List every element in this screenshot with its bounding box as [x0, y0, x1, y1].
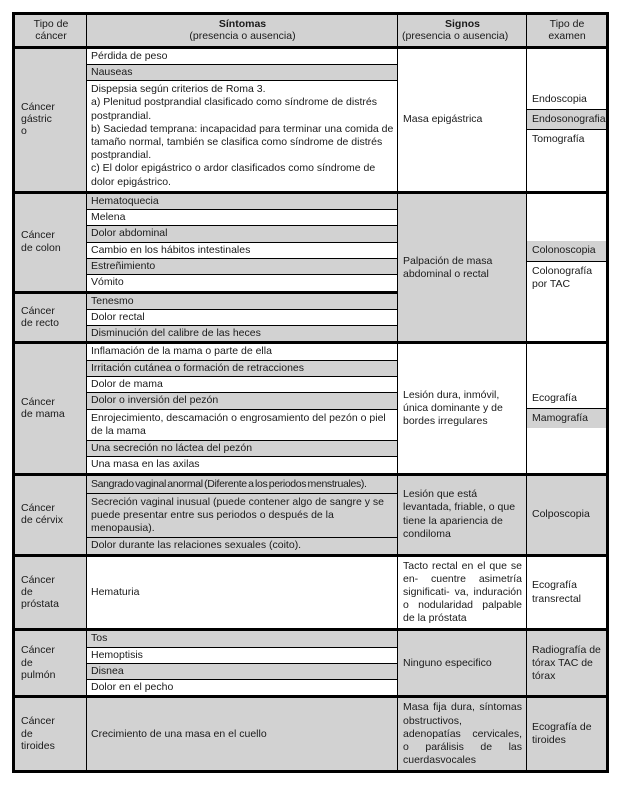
symptom-text: Una masa en las axilas: [91, 458, 200, 471]
cancer-type-cell: [14, 555, 87, 630]
exam-type-cell: [527, 90, 606, 110]
cancer-signs-symptoms-table: [12, 12, 609, 773]
header-signos: [398, 14, 527, 48]
cancer-type-cell: [14, 292, 87, 343]
symptom-text: Disnea: [91, 664, 124, 677]
signs-text: Masa fija dura, síntomas obstructivos, adenopatías cervicales, o parálisis de las cuerdasvocales: [403, 701, 522, 766]
symptom-cell: [87, 393, 398, 409]
exam-type-text: Tomografía: [532, 133, 585, 146]
cancer-type-label: Cáncer de cérvix: [21, 501, 64, 527]
header-tipo-cancer: [14, 14, 87, 48]
signs-cell: [398, 192, 527, 343]
exam-type-text: Ecografía transrectal: [532, 579, 582, 605]
signs-text: Ninguno especifico: [403, 656, 492, 669]
exam-type-stack: [527, 241, 606, 293]
signs-text: Lesión dura, inmóvil, única dominante y de bordes irregulares: [403, 388, 503, 428]
signs-cell: [398, 555, 527, 630]
symptom-cell: [87, 697, 398, 772]
signs-cell: [398, 630, 527, 697]
signs-text: Tacto rectal en el que se en- cuentre asimetría significati- va, induración o nodularidad palpable de la próstata: [403, 559, 522, 625]
symptom-cell: [87, 647, 398, 663]
symptom-cell: [87, 440, 398, 456]
symptom-text: Vómito: [91, 276, 124, 289]
exam-type-row: [527, 130, 606, 150]
header-sintomas-title: Síntomas: [218, 18, 267, 30]
exam-type-text: Endosonografia: [532, 113, 606, 126]
symptom-cell: [87, 680, 398, 697]
cancer-type-label: Cáncer gástric o: [21, 100, 55, 138]
exam-type-row: [527, 408, 606, 428]
symptom-text: Crecimiento de una masa en el cuello: [91, 727, 267, 740]
cancer-type-label: Cáncer de mama: [21, 395, 65, 420]
header-sintomas-subtitle: (presencia o ausencia): [189, 30, 296, 43]
symptom-cell: [87, 192, 398, 209]
table-row: [14, 630, 608, 647]
symptom-text: Sangrado vaginal anormal (Diferente a los periodos menstruales).: [91, 477, 367, 490]
symptom-text: Dolor o inversión del pezón: [91, 394, 219, 407]
symptom-cell: [87, 343, 398, 360]
exam-type-cell: [527, 474, 608, 555]
cancer-type-label: Cáncer de próstata: [21, 573, 59, 611]
exam-type-cell: [527, 130, 606, 150]
signs-cell: [398, 343, 527, 474]
symptom-text: Dolor de mama: [91, 377, 163, 390]
exam-type-cell-group: [527, 47, 608, 192]
symptom-cell: [87, 64, 398, 80]
exam-type-cell: [527, 389, 606, 409]
signs-text: Lesión que está levantada, friable, o que tiene la apariencia de condiloma: [403, 488, 516, 540]
exam-type-cell: [527, 261, 606, 294]
cancer-type-cell: [14, 192, 87, 292]
exam-type-cell-group: [527, 343, 608, 474]
symptom-text: Cambio en los hábitos intestinales: [91, 243, 251, 256]
exam-type-cell: [527, 110, 606, 130]
header-tipo-cancer-label: Tipo de cáncer: [33, 18, 69, 43]
exam-type-text: Endoscopia: [532, 93, 587, 106]
symptom-text: Hematoquecia: [91, 194, 159, 207]
symptom-cell: [87, 409, 398, 440]
symptom-text: Hemoptisis: [91, 648, 143, 661]
exam-type-row: [527, 241, 606, 261]
symptom-cell: [87, 210, 398, 226]
exam-type-stack: [527, 389, 606, 428]
symptom-text: Disminución del calibre de las heces: [91, 327, 261, 340]
exam-type-row: [527, 110, 606, 130]
exam-type-text: Mamografía: [532, 411, 589, 424]
signs-text: Palpación de masa abdominal o rectal: [403, 254, 493, 280]
header-sintomas: [87, 14, 398, 48]
cancer-type-cell: [14, 47, 87, 192]
signs-cell: [398, 474, 527, 555]
cancer-type-cell: [14, 697, 87, 772]
exam-type-cell: [527, 408, 606, 428]
symptom-cell: [87, 259, 398, 275]
symptom-cell: [87, 309, 398, 325]
symptom-text: Inflamación de la mama o parte de ella: [91, 345, 272, 358]
symptom-text: Dolor durante las relaciones sexuales (coito).: [91, 539, 302, 552]
symptom-cell: [87, 493, 398, 538]
symptom-cell: [87, 376, 398, 392]
exam-type-cell: [527, 630, 608, 697]
symptom-text: Dolor en el pecho: [91, 681, 174, 694]
symptom-cell: [87, 242, 398, 258]
table-row: [14, 474, 608, 493]
cancer-type-cell: [14, 474, 87, 555]
symptom-cell: [87, 81, 398, 193]
signs-cell: [398, 697, 527, 772]
exam-type-text: Colonografía por TAC: [532, 264, 593, 290]
symptom-cell: [87, 538, 398, 555]
exam-type-cell: [527, 241, 606, 261]
exam-type-text: Radiografía de tórax TAC de tórax: [532, 643, 601, 682]
exam-type-cell: [527, 555, 608, 630]
symptom-cell: [87, 630, 398, 647]
symptom-text: Nauseas: [91, 65, 133, 78]
symptom-text: Melena: [91, 211, 126, 224]
exam-type-row: [527, 90, 606, 110]
symptom-cell: [87, 275, 398, 292]
table-row: [14, 192, 608, 209]
exam-type-stack: [527, 90, 606, 149]
symptom-cell: [87, 474, 398, 493]
cancer-type-label: Cáncer de recto: [21, 304, 59, 329]
signs-text: Masa epigástrica: [403, 113, 483, 126]
symptom-cell: [87, 555, 398, 630]
header-row: [14, 14, 608, 48]
symptom-cell: [87, 663, 398, 679]
symptom-cell: [87, 292, 398, 309]
symptom-text: Hematuria: [91, 585, 140, 598]
symptom-cell: [87, 47, 398, 64]
cancer-type-label: Cáncer de pulmón: [21, 644, 56, 682]
table-header: [14, 14, 608, 48]
exam-type-row: [527, 389, 606, 409]
symptom-text: Secreción vaginal inusual (puede contener algo de sangre y se puede presentar entre sus periodos o después de la menopausia).: [91, 495, 385, 535]
exam-type-text: Colposcopia: [532, 508, 590, 521]
header-tipo-examen-label: Tipo de examen: [548, 18, 586, 43]
cancer-type-label: Cáncer de tiroides: [21, 715, 55, 752]
table-row: [14, 697, 608, 772]
table-row: [14, 555, 608, 630]
symptom-text: Dolor rectal: [91, 310, 145, 323]
symptom-text: Enrojecimiento, descamación o engrosamiento del pezón o piel de la mama: [91, 411, 386, 437]
exam-type-row: [527, 261, 606, 294]
symptom-cell: [87, 226, 398, 242]
symptom-text: Tos: [91, 632, 108, 645]
symptom-text: Irritación cutánea o formación de retracciones: [91, 361, 305, 374]
symptom-cell: [87, 360, 398, 376]
signs-cell: [398, 47, 527, 192]
cancer-type-cell: [14, 630, 87, 697]
symptom-text: Una secreción no láctea del pezón: [91, 441, 253, 454]
exam-type-cell: [527, 697, 608, 772]
symptom-text: Dispepsia según criterios de Roma 3. a) Plenitud postprandial clasificado como síndrome de distrés postprandial. b) Saciedad temprana: incapacidad para terminar una comida de tamaño normal, también se clasifica como síndrome de distrés postprandial. c) El dolor epigástrico o ardor clasificados como síndrome de dolor epigástrico.: [91, 83, 394, 188]
exam-type-text: Ecografía: [532, 391, 577, 404]
table-row: [14, 343, 608, 360]
header-tipo-examen: [527, 14, 608, 48]
symptom-text: Estreñimiento: [91, 260, 156, 272]
exam-type-cell-group: [527, 192, 608, 343]
symptom-text: Pérdida de peso: [91, 49, 168, 62]
symptom-text: Tenesmo: [91, 294, 134, 307]
table-body: [14, 47, 608, 772]
exam-type-text: Ecografía de tiroides: [532, 721, 592, 747]
symptom-cell: [87, 326, 398, 343]
header-signos-subtitle: (presencia o ausencia): [402, 30, 509, 43]
symptom-cell: [87, 457, 398, 474]
header-signos-title: Signos: [444, 18, 480, 30]
symptom-text: Dolor abdominal: [91, 227, 168, 240]
cancer-type-cell: [14, 343, 87, 474]
cancer-type-label: Cáncer de colon: [21, 229, 61, 254]
exam-type-text: Colonoscopia: [532, 244, 596, 257]
table-row: [14, 47, 608, 64]
